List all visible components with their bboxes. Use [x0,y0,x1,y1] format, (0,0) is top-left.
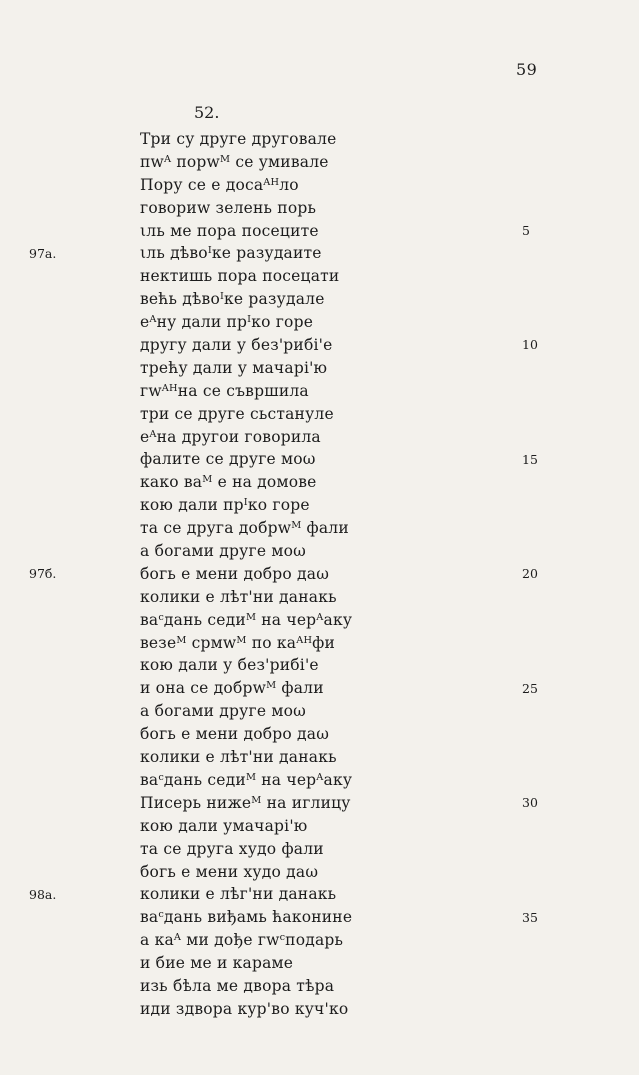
line-count-marker: 20 [522,566,538,582]
verse-line: eᴬну дали прᴵко горе [140,313,314,332]
verse-line: а богами друге моω [140,702,306,721]
verse-line: кою дали умачарі'ю [140,816,308,835]
line-count-marker: 15 [522,451,538,467]
verse-line: колики е лѣт'ни данакь [140,748,337,767]
line-count-marker: 5 [522,222,530,238]
verse-line: иди здвора кур'во куч'ко [140,999,349,1018]
verse-line: и бие ме и караме [140,954,294,973]
verse-line: везeᴹ срмwᴹ по каᴬᴴфи [140,633,336,652]
verse-line: та се друга добрwᴹ фали [140,519,349,538]
verse-line: кою дали прᴵко горе [140,496,310,515]
line-count-marker: 35 [522,909,538,925]
verse-line: нектишь пора посецати [140,267,340,286]
verse-line: богь е мени добро даω [140,564,330,583]
verse-line: eᴬна другои говорила [140,427,321,446]
verse-line: ваᶜдань седиᴹ на черᴬаку [140,770,353,789]
verse-line: а каᴬ ми дође гwᶜподарь [140,931,344,950]
verse-line: другу дали у без'рибі'е [140,336,333,355]
verse-line: пwᴬ порwᴹ се умивале [140,152,329,171]
verse-line: и она се добрwᴹ фали [140,679,324,698]
song-number: 52. [194,103,220,122]
verse-line: колики е лѣг'ни данакь [140,885,337,904]
verse-line: а богами друге моω [140,542,306,561]
folio-mark: 98а. [29,886,57,902]
verse-line: богь е мени добро даω [140,725,330,744]
verse-line: ιль ме пора посеците [140,221,319,240]
page-number: 59 [516,60,538,79]
line-count-marker: 30 [522,795,538,811]
verse-lines [140,128,352,1021]
folio-mark: 97б. [29,566,57,582]
verse-line: трeћу дали у мачарі'ю [140,358,328,377]
line-count-marker: 25 [522,680,538,696]
verse-line: како ваᴹ е на домове [140,473,317,492]
verse-line: говориw зелень порь [140,198,317,217]
verse-line: колики е лѣт'ни данакь [140,587,337,606]
folio-mark: 97а. [29,245,57,261]
verse-line: ваᶜдань седиᴹ на черᴬаку [140,610,353,629]
verse-line: изь бѣла ме двора тѣра [140,976,335,995]
verse-line: Писерь нижeᴹ на иглицу [140,793,351,812]
verse-line: гwᴬᴴна се съвршила [140,381,309,400]
verse-line: три се друге сьстануле [140,404,334,423]
verse-line: кою дали у без'рибі'е [140,656,319,675]
verse-line: богь е мени худо даω [140,862,319,881]
verse-line: ιль дѣвоᴵке разудаите [140,244,322,263]
verse-line: ваᶜдань виђамь ћаконине [140,908,353,927]
line-count-marker: 10 [522,337,538,353]
verse-line: Три су друге друговале [140,130,337,148]
verse-line: Пору се е досаᴬᴴло [140,175,299,194]
verse-line: вeћь дѣвоᴵке разудале [140,290,325,309]
verse-line: та се друга худо фали [140,839,324,858]
verse-line: фалите се друге моω [140,450,316,469]
